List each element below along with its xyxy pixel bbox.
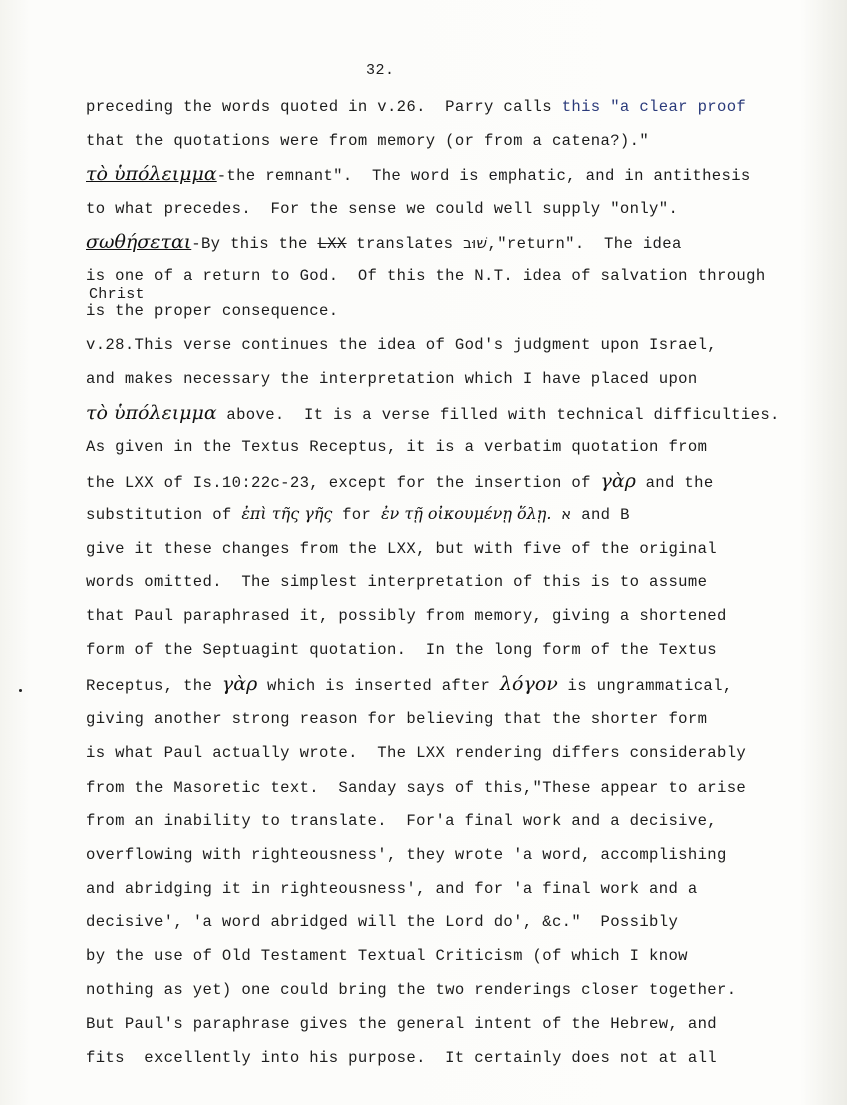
- text-line-7: is the proper consequence.: [86, 302, 339, 320]
- text-line-25: decisive', 'a word abridged will the Lord do', &c." Possibly: [86, 913, 679, 931]
- text-line-1: preceding the words quoted in v.26. Parry calls this "a clear proof: [86, 98, 747, 116]
- text-line-3: τὸ ὑπόλειμμα-the remnant". The word is emphatic, and in antithesis: [86, 163, 751, 185]
- text-line-23: overflowing with righteousness', they wrote 'a word, accomplishing: [86, 846, 727, 864]
- text-line-16: that Paul paraphrased it, possibly from memory, giving a shortened: [86, 607, 727, 625]
- greek-handwriting: γὰρ: [600, 470, 636, 492]
- text-line-29: fits excellently into his purpose. It certainly does not at all: [86, 1049, 718, 1067]
- text-line-26: by the use of Old Testament Textual Criticism (of which I know: [86, 947, 688, 965]
- greek-handwriting: λόγον: [499, 673, 558, 695]
- text-line-13: substitution of ἐπὶ τῆς γῆς for ἐν τῇ οἰκουμένῃ ὅλῃ. א and B: [86, 504, 630, 524]
- greek-handwriting: τὸ ὑπόλειμμα: [86, 402, 217, 424]
- text-line-18: Receptus, the γὰρ which is inserted after λόγον is ungrammatical,: [86, 673, 733, 695]
- text-line-24: and abridging it in righteousness', and for 'a final work and a: [86, 880, 698, 898]
- greek-handwriting: ἐν τῇ οἰκουμένῃ ὅλῃ.: [380, 504, 552, 523]
- text-line-11: As given in the Textus Receptus, it is a verbatim quotation from: [86, 438, 708, 456]
- text-line-14: give it these changes from the LXX, but with five of the original: [86, 540, 718, 558]
- text-line-20: is what Paul actually wrote. The LXX rendering differs considerably: [86, 744, 747, 762]
- greek-handwriting: τὸ ὑπόλειμμα: [86, 163, 217, 185]
- text-line-17: form of the Septuagint quotation. In the long form of the Textus: [86, 641, 718, 659]
- text-line-5: σωθήσεται-By this the LXX translates שׁוּב,"return". The idea: [86, 231, 682, 253]
- greek-handwriting: σωθήσεται: [86, 231, 192, 253]
- text-line-27: nothing as yet) one could bring the two renderings closer together.: [86, 981, 737, 999]
- text-line-9: and makes necessary the interpretation which I have placed upon: [86, 370, 698, 388]
- greek-handwriting: γὰρ: [221, 673, 258, 695]
- hebrew-handwriting: שׁוּב: [463, 234, 488, 252]
- text-line-8: v.28.This verse continues the idea of God's judgment upon Israel,: [86, 336, 718, 354]
- text-line-10: τὸ ὑπόλειμμα above. It is a verse filled with technical difficulties.: [86, 402, 780, 424]
- text-line-12: the LXX of Is.10:22c-23, except for the insertion of γὰρ and the: [86, 470, 714, 492]
- text-line-15: words omitted. The simplest interpretation of this is to assume: [86, 573, 708, 591]
- text-line-19: giving another strong reason for believing that the shorter form: [86, 710, 708, 728]
- text-line-22: from an inability to translate. For'a final work and a decisive,: [86, 812, 718, 830]
- page-number: 32.: [366, 62, 395, 79]
- greek-handwriting: ἐπὶ τῆς γῆς: [241, 504, 333, 523]
- text-line-2: that the quotations were from memory (or from a catena?).": [86, 132, 650, 150]
- text-line-28: But Paul's paraphrase gives the general intent of the Hebrew, and: [86, 1015, 718, 1033]
- text-line-21: from the Masoretic text. Sanday says of this,"These appear to arise: [86, 779, 747, 797]
- paper-speck: [19, 689, 22, 692]
- text-line-6: is one of a return to God. Of this the N.T. idea of salvation through: [86, 267, 766, 285]
- text-line-4: to what precedes. For the sense we could well supply "only".: [86, 200, 679, 218]
- handwritten-insertion: Christ: [89, 286, 145, 303]
- aleph-symbol: א: [561, 505, 572, 523]
